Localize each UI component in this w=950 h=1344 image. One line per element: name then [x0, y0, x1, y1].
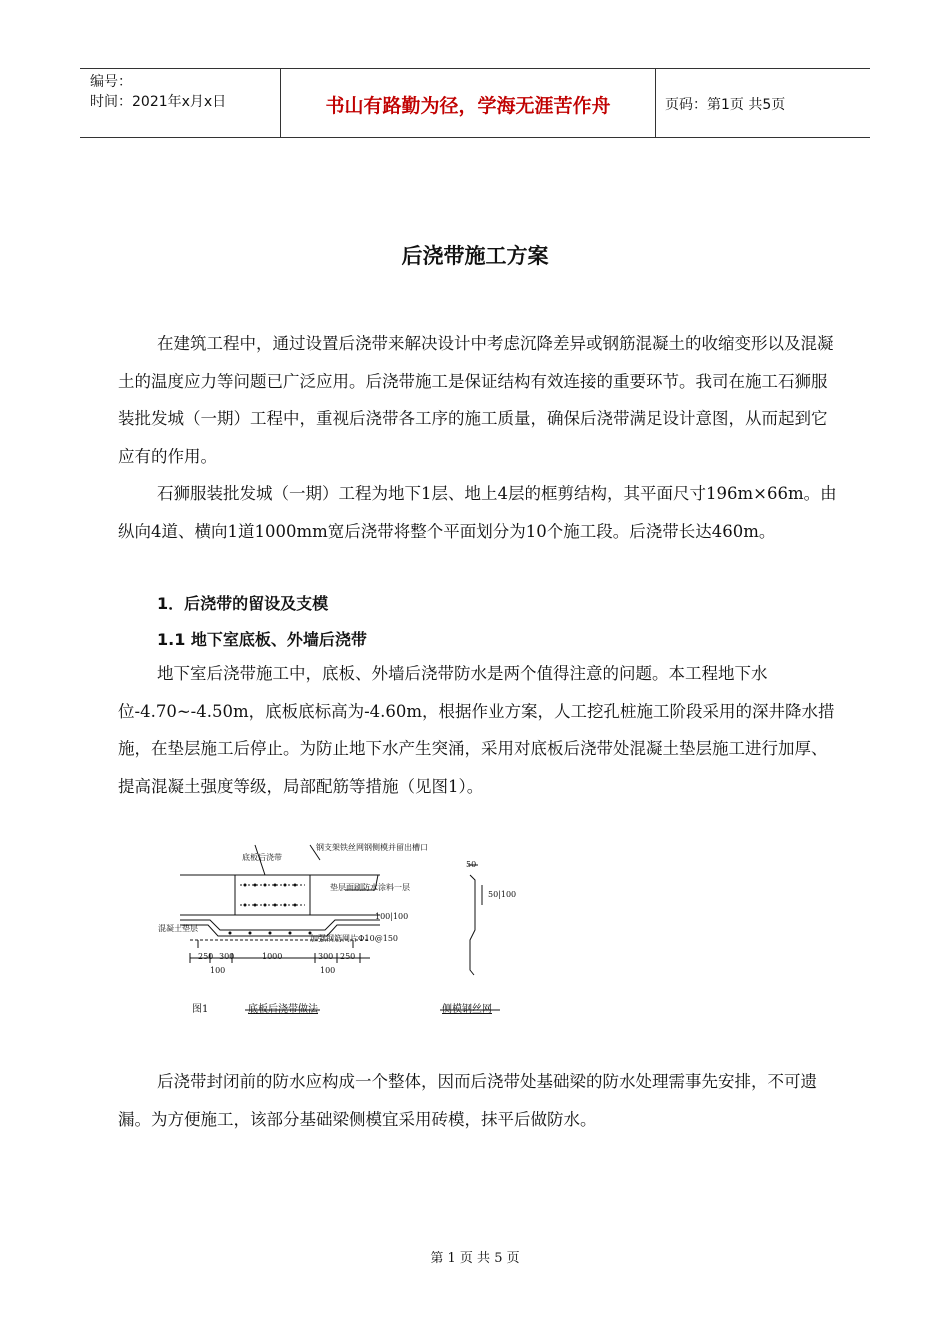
paragraph-intro: 在建筑工程中，通过设置后浇带来解决设计中考虑沉降差异或钢筋混凝土的收缩变形以及混凝土的温度应力等问题已广泛应用。后浇带施工是保证结构有效连接的重要环节。我司在施工石狮服装批发城（一期）工程中，重视后浇带各工序的施工质量，确保后浇带满足设计意图，从而起到它应有的作用。 — [118, 334, 834, 466]
dim-vertical-left: 100|100 — [375, 912, 409, 921]
label-band: 底板后浇带 — [242, 853, 282, 862]
paragraph-basement: 地下室后浇带施工中，底板、外墙后浇带防水是两个值得注意的问题。本工程地下水位-4.70~-4.50m，底板底标高为-4.60m，根据作业方案，人工挖孔桩施工阶段采用的深井降水措施，在垫层施工后停止。为防止地下水产生突涌，采用对底板后浇带处混凝土垫层施工进行加厚、提高混凝土强度等级，局部配筋等措施（见图1）。 — [118, 664, 835, 796]
label-cushion: 混凝土垫层 — [158, 924, 198, 933]
caption-fig: 图1 — [192, 1004, 209, 1015]
dim-300-left: 300 — [219, 952, 235, 961]
paragraph-waterproof: 后浇带封闭前的防水应构成一个整体，因而后浇带处基础梁的防水处理需事先安排，不可遗漏。为方便施工，该部分基础梁侧模宜采用砖模，抹平后做防水。 — [118, 1072, 817, 1129]
header-left-cell — [80, 69, 280, 137]
caption-main: 底板后浇带做法 — [248, 1004, 318, 1015]
dim-300-right: 300 — [318, 952, 334, 961]
label-waterproof: 垫层面刷防水涂料一层 — [330, 883, 410, 892]
figure-1 — [158, 830, 517, 1020]
dim-100-left: 100 — [210, 966, 226, 975]
dim-100-right: 100 — [320, 966, 336, 975]
document-title: 后浇带施工方案 — [401, 244, 549, 268]
code-label: 编号： — [90, 74, 132, 90]
date-label: 时间：2021年x月x日 — [90, 94, 227, 110]
motto: 书山有路勤为径，学海无涯苦作舟 — [325, 95, 611, 117]
dim-250-right: 250 — [340, 952, 356, 961]
page-info: 页码：第1页 共5页 — [665, 97, 786, 113]
header-table — [80, 68, 870, 138]
header-page-cell — [655, 69, 870, 137]
header-motto-cell — [280, 69, 656, 137]
dim-1000: 1000 — [262, 952, 283, 961]
heading-1-1: 1.1 地下室底板、外墙后浇带 — [157, 630, 367, 649]
heading-1: 1．后浇带的留设及支模 — [157, 594, 329, 613]
figure-drawing — [170, 830, 510, 1020]
paragraph-project: 石狮服装批发城（一期）工程为地下1层、地上4层的框剪结构，其平面尺寸196m×66m。由纵向4道、横向1道1000mm宽后浇带将整个平面划分为10个施工段。后浇带长达460m。 — [118, 484, 837, 541]
page-footer: 第 1 页 共 5 页 — [430, 1251, 520, 1266]
dim-right-top: 50 — [466, 860, 477, 869]
dim-250-left: 250 — [198, 952, 214, 961]
label-rebar: 加强钢筋网片Φ10@150 — [310, 934, 399, 943]
label-mesh: 钢支架铁丝网钢侧模并留出槽口 — [316, 843, 428, 852]
caption-side: 侧模钢丝网 — [442, 1004, 492, 1015]
dim-right-side: 50|100 — [488, 890, 517, 899]
